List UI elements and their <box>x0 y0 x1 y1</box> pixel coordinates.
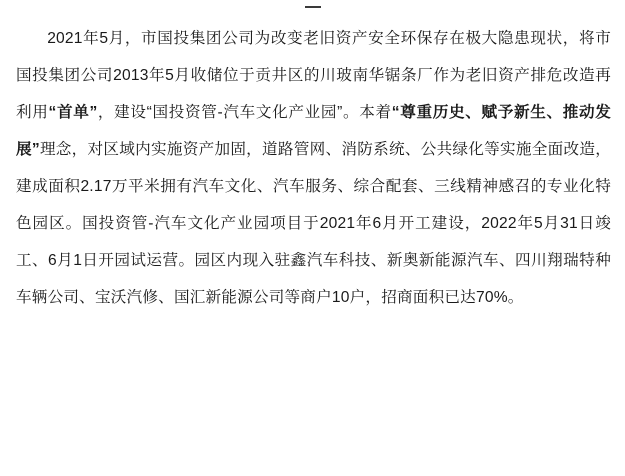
paragraph-segment-4-bold: “尊重历史、赋予新生、推动发展” <box>16 104 611 158</box>
paragraph-segment-3: ，建设“国投资管-汽车文化产业园”。本着 <box>97 104 392 121</box>
paragraph-segment-1: 2021年5月，市国投集团公司为改变老旧资产安全环保存在极大隐患现状，将市国投集团公司2013年5月收储位于贡井区的川玻南华锯条厂作为老旧资产排危改造再利用 <box>16 30 611 121</box>
top-divider-rule <box>305 6 321 8</box>
paragraph-segment-5: 理念，对区域内实施资产加固，道路管网、消防系统、公共绿化等实施全面改造，建成面积2.17万平米拥有汽车文化、汽车服务、综合配套、三线精神感召的专业化特色园区。国投资管-汽车文化产业园项目于2021年6月开工建设，2022年5月31日竣工、6月1日开园试运营。园区内现入驻鑫汽车科技、新奥新能源汽车、四川翔瑞特种车辆公司、宝沃汽修、国汇新能源公司等商户10户，招商面积已达70%。 <box>16 141 612 306</box>
body-paragraph <box>16 20 611 316</box>
paragraph-segment-2-bold: “首单” <box>48 104 98 121</box>
document-body <box>16 20 611 316</box>
